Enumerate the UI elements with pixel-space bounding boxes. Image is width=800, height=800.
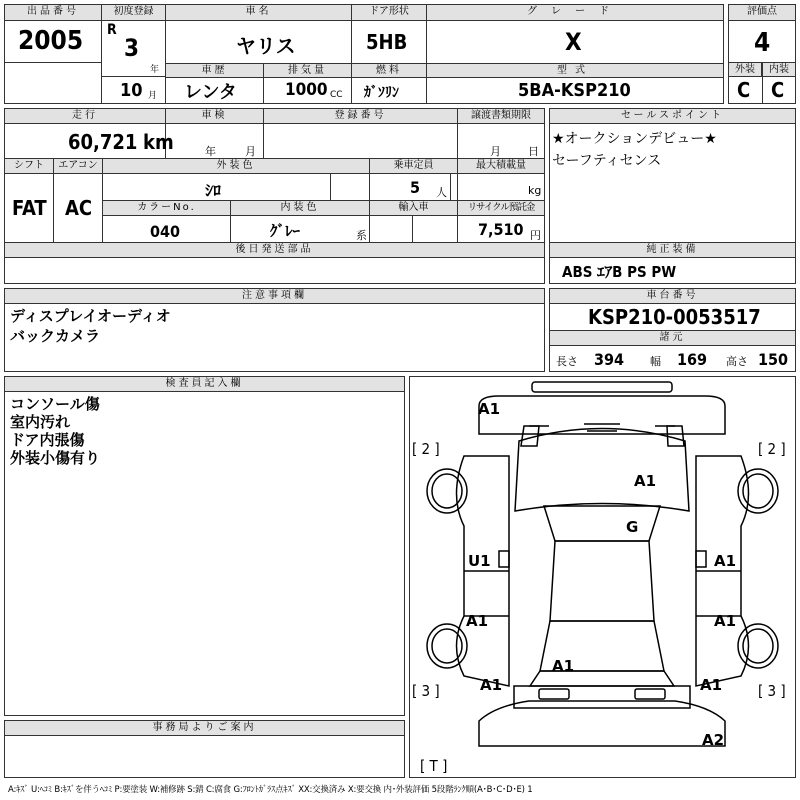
grade-label: グレード bbox=[426, 4, 724, 21]
mark-left-rear: A1 bbox=[480, 676, 503, 694]
tire-front-left: [ 2 ] bbox=[412, 440, 440, 458]
mark-left-front-door: U1 bbox=[468, 552, 491, 570]
model-label: 型式 bbox=[426, 63, 724, 78]
sales-point-line-1: ★オークションデビュー★ bbox=[552, 131, 717, 147]
mark-left-rear-door: A1 bbox=[466, 612, 489, 630]
notes-line-1: ディスプレイオーディオ bbox=[10, 307, 171, 325]
shift-label: シフト bbox=[4, 158, 54, 174]
equipment: ABS ｴｱB PS PW bbox=[562, 263, 677, 281]
lot-number-label: 出品番号 bbox=[4, 4, 102, 21]
mileage-unit: km bbox=[143, 130, 174, 154]
recycle-deposit: 7,510 bbox=[478, 220, 524, 239]
car-name: ヤリス bbox=[236, 34, 296, 58]
capacity-label: 乗車定員 bbox=[369, 158, 458, 174]
interior-grade: C bbox=[771, 78, 785, 102]
interior-color-unit: 系 bbox=[356, 229, 367, 242]
recycle-deposit-label: リサイクル預託金 bbox=[457, 200, 545, 216]
exterior-label: 外装 bbox=[728, 62, 762, 77]
inspection-month-unit: 月 bbox=[245, 145, 256, 158]
registration-month: 10 bbox=[120, 80, 143, 101]
transfer-day-unit: 日 bbox=[528, 145, 539, 158]
spare-tire: [ T ] bbox=[420, 757, 448, 775]
sales-point-line-2: セーフティセンス bbox=[552, 153, 662, 169]
height: 150 bbox=[758, 350, 789, 369]
width-label: 幅 bbox=[650, 355, 661, 368]
length-label: 長さ bbox=[556, 355, 578, 368]
recycle-unit: 円 bbox=[530, 229, 541, 242]
damage-code-legend: A:ｷｽﾞ U:ﾍｺﾐ B:ｷｽﾞを伴うﾍｺﾐ P:要塗装 W:補修跡 S:錆 C:腐食 G:ﾌﾛﾝﾄｶﾞﾗｽ点ｷｽﾞ XX:交換済み X:要交換 内･外装評価 5段階ﾗﾝｸ順(A･B･C･D･E) 1 bbox=[8, 785, 533, 795]
sales-point-label: セールスポイント bbox=[549, 108, 796, 124]
tire-front-right: [ 2 ] bbox=[758, 440, 786, 458]
door-label: ドア形状 bbox=[351, 4, 427, 21]
door-type: 5HB bbox=[366, 30, 408, 54]
mark-right-rear-door: A1 bbox=[714, 612, 737, 630]
shift: FAT bbox=[12, 196, 47, 220]
exterior-grade: C bbox=[737, 78, 751, 102]
car-outline-diagram bbox=[409, 376, 796, 778]
month-unit: 月 bbox=[148, 91, 158, 101]
color-number-label: カラーNo. bbox=[102, 200, 231, 216]
displacement-label: 排気量 bbox=[263, 63, 352, 78]
max-load-label: 最大積載量 bbox=[457, 158, 545, 174]
width: 169 bbox=[677, 350, 708, 369]
mileage-label: 走行 bbox=[4, 108, 166, 124]
fuel-label: 燃料 bbox=[351, 63, 427, 78]
inspector-line-2: 室内汚れ bbox=[10, 413, 71, 431]
first-registration-label: 初度登録 bbox=[101, 4, 166, 21]
displacement-unit: CC bbox=[330, 90, 343, 100]
capacity: 5 bbox=[410, 178, 421, 197]
color-number: 040 bbox=[150, 222, 181, 241]
equipment-label: 純正装備 bbox=[549, 242, 796, 258]
interior-color: ｸﾞﾚｰ bbox=[270, 222, 301, 240]
tire-rear-left: [ 3 ] bbox=[412, 682, 440, 700]
exterior-color-label: 外装色 bbox=[102, 158, 370, 174]
mark-rear-bumper: A2 bbox=[702, 731, 725, 749]
inspection-label: 車検 bbox=[165, 108, 264, 124]
chassis-number: KSP210-0053517 bbox=[588, 305, 761, 329]
displacement: 1000 bbox=[285, 80, 328, 100]
mileage: 60,721 bbox=[68, 130, 138, 154]
exterior-color: ｼﾛ bbox=[205, 181, 222, 200]
year-unit: 年 bbox=[150, 65, 160, 75]
car-name-label: 車名 bbox=[165, 4, 352, 21]
mark-trunk: A1 bbox=[552, 657, 575, 675]
inspection-year-unit: 年 bbox=[205, 145, 216, 158]
mark-roof: G bbox=[626, 518, 639, 536]
score: 4 bbox=[754, 28, 771, 58]
interior-color-label: 内装色 bbox=[230, 200, 370, 216]
lot-number: 2005 bbox=[18, 26, 84, 56]
transfer-month-unit: 月 bbox=[490, 145, 501, 158]
transfer-deadline-label: 譲渡書類期限 bbox=[457, 108, 545, 124]
ac-label: エアコン bbox=[53, 158, 103, 174]
registration-year: 3 bbox=[124, 34, 140, 62]
length: 394 bbox=[594, 350, 625, 369]
later-parts-label: 後日発送部品 bbox=[4, 242, 545, 258]
ac: AC bbox=[65, 196, 93, 220]
inspector-line-1: コンソール傷 bbox=[10, 395, 100, 413]
inspector-line-3: ドア内張傷 bbox=[10, 431, 85, 449]
mark-right-front-door: A1 bbox=[714, 552, 737, 570]
history: レンタ bbox=[184, 82, 237, 103]
capacity-unit: 人 bbox=[436, 186, 447, 199]
inspector-label: 検査員記入欄 bbox=[4, 376, 405, 392]
notes-label: 注意事項欄 bbox=[4, 288, 545, 304]
inspector-line-4: 外装小傷有り bbox=[10, 449, 101, 467]
mark-front-bumper: A1 bbox=[478, 400, 501, 418]
notes-line-2: バックカメラ bbox=[10, 327, 101, 345]
max-load-unit: kg bbox=[528, 184, 542, 197]
grade: X bbox=[565, 28, 582, 56]
interior-label: 内装 bbox=[762, 62, 796, 77]
fuel: ｶﾞｿﾘﾝ bbox=[364, 85, 399, 101]
height-label: 高さ bbox=[726, 355, 748, 368]
chassis-label: 車台番号 bbox=[549, 288, 796, 304]
tire-rear-right: [ 3 ] bbox=[758, 682, 786, 700]
registration-era: R bbox=[107, 22, 117, 38]
mark-hood: A1 bbox=[634, 472, 657, 490]
dimensions-label: 諸元 bbox=[549, 330, 796, 346]
history-label: 車歴 bbox=[165, 63, 264, 78]
import-label: 輸入車 bbox=[369, 200, 458, 216]
mark-right-rear: A1 bbox=[700, 676, 723, 694]
model: 5BA-KSP210 bbox=[518, 80, 631, 101]
registration-number-label: 登録番号 bbox=[263, 108, 458, 124]
score-label: 評価点 bbox=[728, 4, 796, 21]
office-label: 事務局よりご案内 bbox=[4, 720, 405, 736]
